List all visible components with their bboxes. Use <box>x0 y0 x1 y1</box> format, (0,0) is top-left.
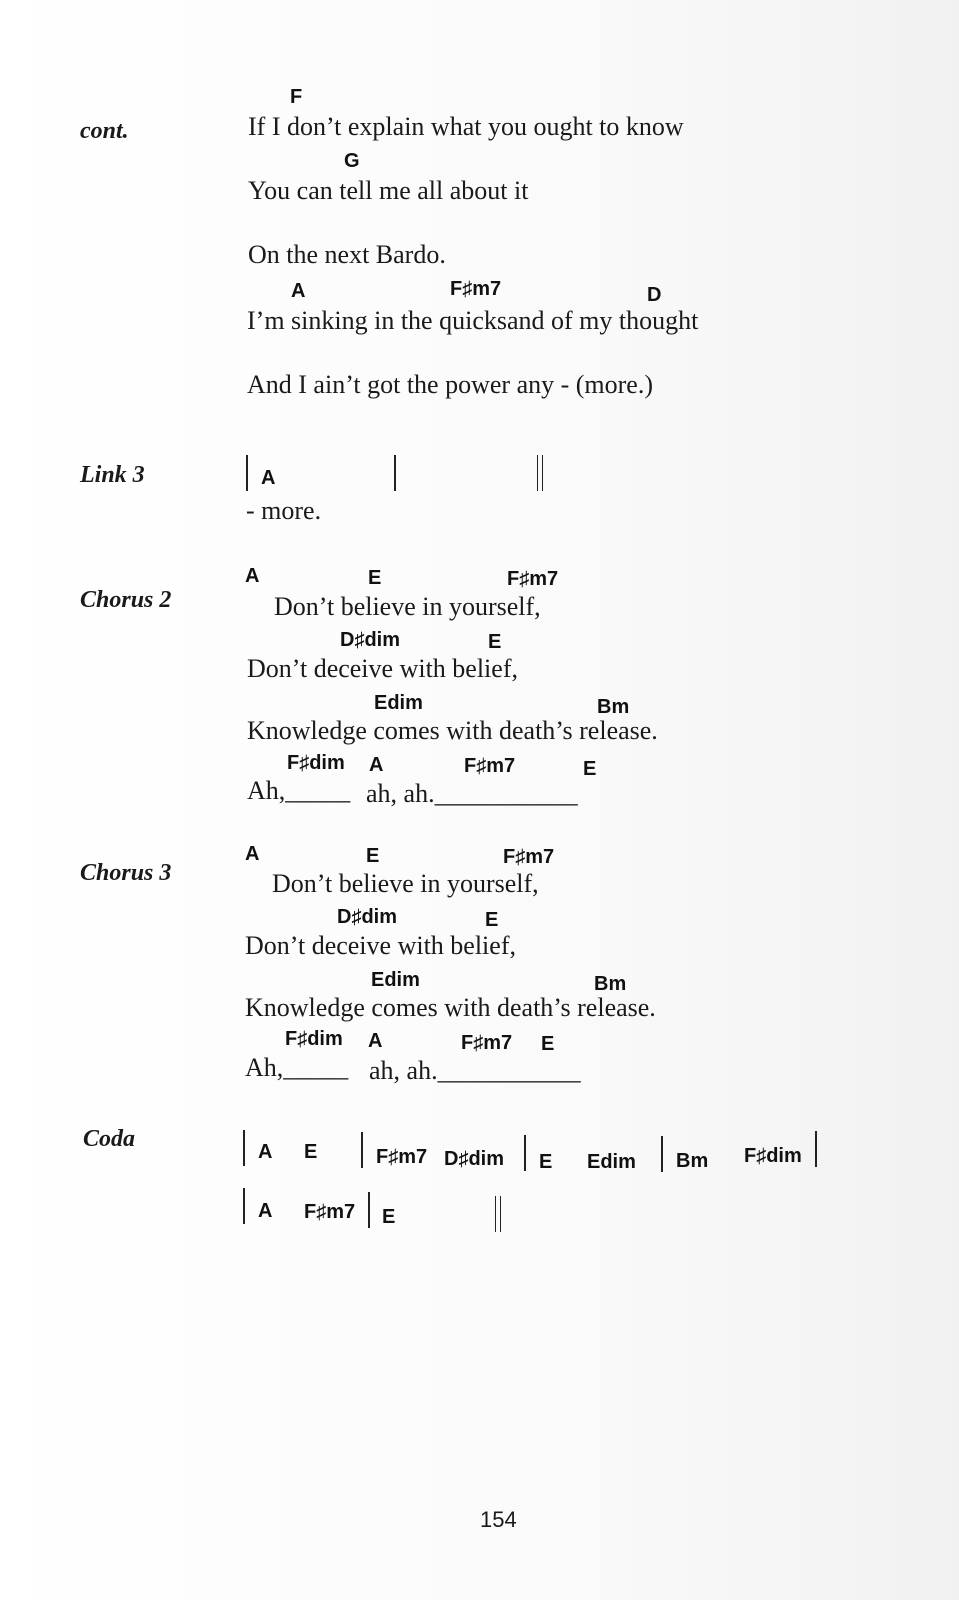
chord-symbol: D♯dim <box>337 906 397 928</box>
lyric-line: If I don’t explain what you ought to know <box>248 112 684 141</box>
lyric-line: And I ain’t got the power any - (more.) <box>247 370 654 399</box>
chord-symbol: A <box>369 754 384 776</box>
chord-symbol: E <box>382 1206 396 1228</box>
lyric-line: ah, ah.___________ <box>366 779 578 808</box>
bar-line <box>243 1188 245 1224</box>
chord-symbol: D♯dim <box>444 1148 504 1170</box>
section-label-coda: Coda <box>83 1126 136 1152</box>
chord-symbol: E <box>366 845 380 867</box>
chord-symbol: A <box>261 467 276 489</box>
chord-symbol: Edim <box>587 1151 636 1173</box>
section-label-chorus-3: Chorus 3 <box>80 860 172 886</box>
chord-symbol: F <box>290 86 303 108</box>
chord-symbol: F♯m7 <box>304 1201 356 1223</box>
bar-line <box>661 1136 663 1172</box>
chord-symbol: E <box>539 1151 553 1173</box>
chord-symbol: Edim <box>374 692 423 714</box>
bar-line <box>246 455 248 491</box>
chord-symbol: F♯m7 <box>503 846 555 868</box>
chord-symbol: A <box>258 1141 273 1163</box>
chord-symbol: A <box>291 280 306 302</box>
chord-symbol: A <box>258 1200 273 1222</box>
chord-symbol: A <box>368 1030 383 1052</box>
chord-symbol: F♯m7 <box>464 755 516 777</box>
chord-symbol: Edim <box>371 969 420 991</box>
lyric-line: Don’t deceive with belief, <box>247 654 518 683</box>
chord-symbol: F♯dim <box>285 1028 343 1050</box>
chord-symbol: E <box>583 758 597 780</box>
bar-line <box>243 1130 245 1166</box>
double-bar-line <box>537 455 543 491</box>
lyric-line: Don’t deceive with belief, <box>245 931 516 960</box>
chord-symbol: E <box>488 631 502 653</box>
chord-symbol: F♯dim <box>744 1145 802 1167</box>
chord-symbol: E <box>485 909 499 931</box>
chord-symbol: E <box>368 567 382 589</box>
chord-symbol: F♯dim <box>287 752 345 774</box>
lyric-line: Knowledge comes with death’s release. <box>247 716 658 745</box>
chord-symbol: G <box>344 150 360 172</box>
chord-symbol: D <box>647 284 662 306</box>
bar-line <box>815 1131 817 1167</box>
double-bar-line <box>495 1196 501 1232</box>
lyric-line: Don’t believe in yourself, <box>272 869 539 898</box>
page-number: 154 <box>480 1507 517 1532</box>
lyric-line: Ah,_____ <box>245 1053 349 1082</box>
chord-symbol: D♯dim <box>340 629 400 651</box>
bar-line <box>361 1132 363 1168</box>
lyric-line: I’m sinking in the quicksand of my thought <box>247 306 699 335</box>
lyric-line: ah, ah.___________ <box>369 1056 581 1085</box>
chord-symbol: Bm <box>597 696 630 718</box>
section-label-cont: cont. <box>80 118 129 144</box>
bar-line <box>524 1135 526 1171</box>
chord-symbol: Bm <box>676 1150 709 1172</box>
section-label-link-3: Link 3 <box>80 462 145 488</box>
chord-symbol: F♯m7 <box>461 1032 513 1054</box>
chord-symbol: A <box>245 565 260 587</box>
bar-line <box>394 455 396 491</box>
chord-symbol: F♯m7 <box>507 568 559 590</box>
chord-symbol: Bm <box>594 973 627 995</box>
chord-symbol: A <box>245 843 260 865</box>
chord-symbol: E <box>304 1141 318 1163</box>
lyric-line: Knowledge comes with death’s release. <box>245 993 656 1022</box>
bar-line <box>368 1192 370 1228</box>
lyric-line: You can tell me all about it <box>248 176 529 205</box>
chord-symbol: F♯m7 <box>376 1146 428 1168</box>
section-label-chorus-2: Chorus 2 <box>80 587 172 613</box>
lyric-line: - more. <box>246 496 322 525</box>
lyric-line: Don’t believe in yourself, <box>274 592 541 621</box>
lyric-line: On the next Bardo. <box>248 240 446 269</box>
lyric-line: Ah,_____ <box>247 776 351 805</box>
chord-symbol: F♯m7 <box>450 278 502 300</box>
chord-symbol: E <box>541 1033 555 1055</box>
